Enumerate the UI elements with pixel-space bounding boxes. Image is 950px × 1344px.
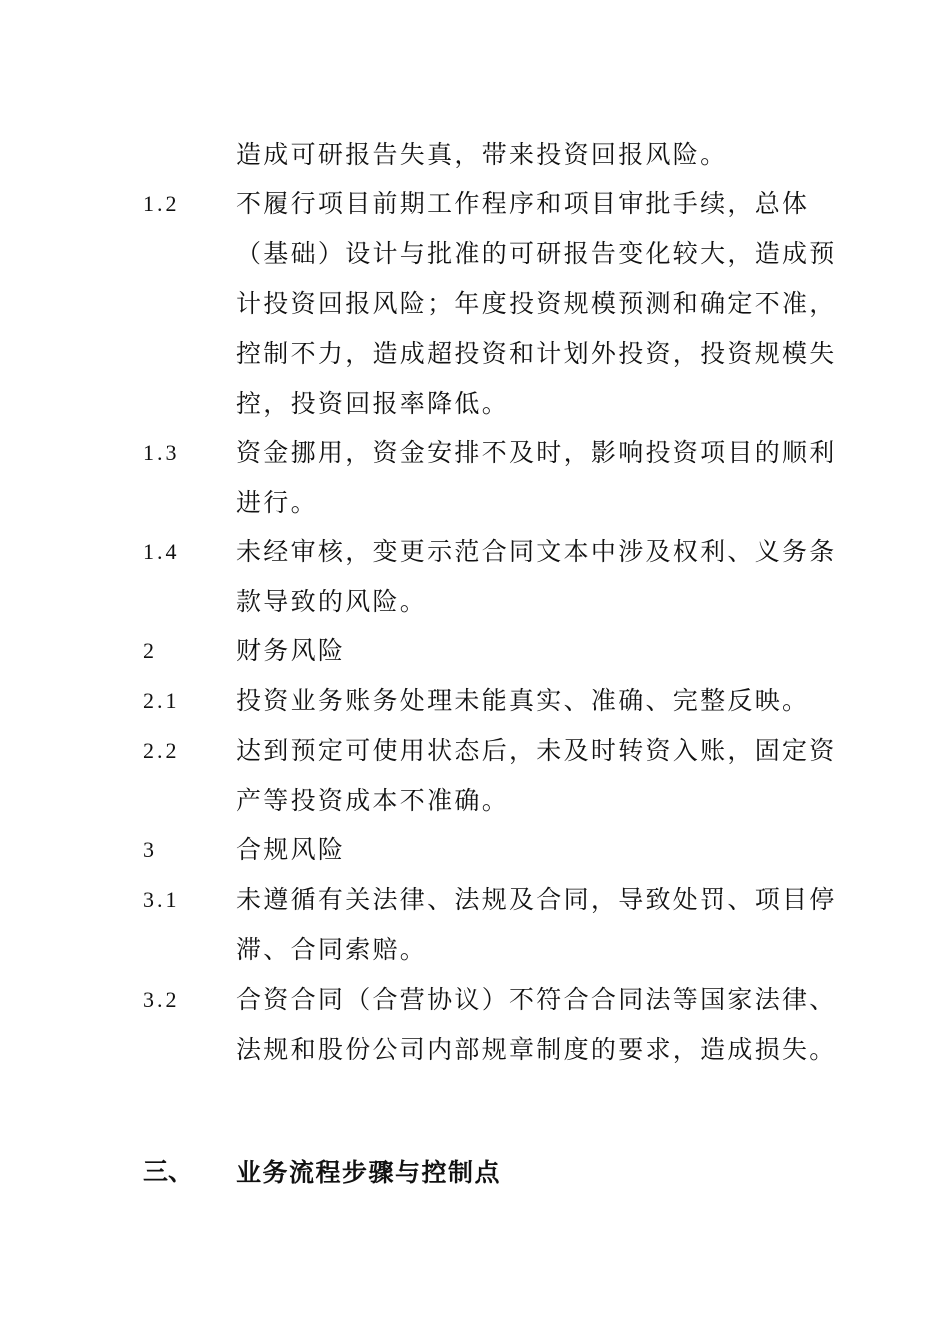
text-line: 投资业务账务处理未能真实、准确、完整反映。 bbox=[236, 686, 810, 715]
text-line: 款导致的风险。 bbox=[236, 587, 428, 616]
item-text bbox=[236, 726, 837, 826]
item-text bbox=[236, 527, 837, 627]
item-number: 1.2 bbox=[143, 191, 180, 216]
section-number: 三、 bbox=[143, 1159, 194, 1186]
text-line: 法规和股份公司内部规章制度的要求，造成损失。 bbox=[236, 1035, 837, 1064]
text-line: （基础）设计与批准的可研报告变化较大，造成预 bbox=[236, 239, 837, 268]
item-number: 3.2 bbox=[143, 987, 180, 1012]
text-line: 计投资回报风险；年度投资规模预测和确定不准， bbox=[236, 289, 837, 318]
text-line: 财务风险 bbox=[236, 636, 346, 665]
text-line: 未经审核，变更示范合同文本中涉及权利、义务条 bbox=[236, 537, 837, 566]
section-title bbox=[236, 1148, 802, 1198]
item-number: 2.2 bbox=[143, 738, 180, 763]
item-number: 3.1 bbox=[143, 887, 180, 912]
text-line: 达到预定可使用状态后，未及时转资入账，固定资 bbox=[236, 736, 837, 765]
item-text bbox=[236, 975, 837, 1075]
text-line: 控制不力，造成超投资和计划外投资，投资规模失 bbox=[236, 339, 837, 368]
text-line: 合资合同（合营协议）不符合合同法等国家法律、 bbox=[236, 985, 837, 1014]
text-line: 合规风险 bbox=[236, 835, 346, 864]
section-title-text: 业务流程步骤与控制点 bbox=[236, 1158, 502, 1187]
item-number: 3 bbox=[143, 837, 157, 862]
item-text bbox=[236, 428, 837, 528]
text-line: 产等投资成本不准确。 bbox=[236, 786, 510, 815]
item-text bbox=[236, 626, 802, 676]
text-line: 资金挪用，资金安排不及时，影响投资项目的顺利 bbox=[236, 438, 837, 467]
item-text bbox=[236, 875, 837, 975]
item-number: 2 bbox=[143, 638, 157, 663]
item-text bbox=[236, 676, 810, 726]
text-line: 控，投资回报率降低。 bbox=[236, 389, 510, 418]
item-text bbox=[236, 130, 802, 180]
item-text bbox=[236, 179, 837, 429]
item-number: 1.3 bbox=[143, 440, 180, 465]
text-line: 未遵循有关法律、法规及合同，导致处罚、项目停 bbox=[236, 885, 837, 914]
text-line: 造成可研报告失真，带来投资回报风险。 bbox=[236, 140, 728, 169]
text-line: 不履行项目前期工作程序和项目审批手续，总体 bbox=[236, 189, 810, 218]
item-number: 2.1 bbox=[143, 688, 180, 713]
item-text bbox=[236, 825, 802, 875]
item-number: 1.4 bbox=[143, 539, 180, 564]
text-line: 滞、合同索赔。 bbox=[236, 935, 428, 964]
text-line: 进行。 bbox=[236, 488, 318, 517]
